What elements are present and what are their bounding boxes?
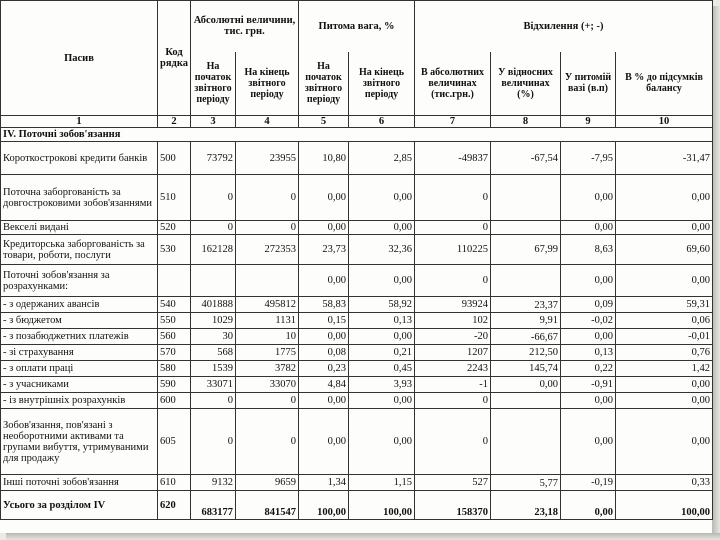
header-dev-relative: У відносних величинах (%) xyxy=(491,52,561,116)
cell-abs-start: 0 xyxy=(191,409,236,475)
cell-abs-end xyxy=(236,265,299,297)
cell-dev-share: 0,00 xyxy=(561,265,616,297)
cell-share-start: 0,00 xyxy=(299,175,349,221)
cell-abs-end: 33070 xyxy=(236,377,299,393)
cell-dev-absolute: 527 xyxy=(415,475,491,491)
table-row xyxy=(1,393,713,409)
cell-dev-absolute: 0 xyxy=(415,175,491,221)
row-code: 590 xyxy=(158,377,191,393)
row-code: 510 xyxy=(158,175,191,221)
cell-dev-relative: 212,50 xyxy=(491,345,561,361)
cell-share-end: 58,92 xyxy=(349,297,415,313)
row-code: 550 xyxy=(158,313,191,329)
row-code: 570 xyxy=(158,345,191,361)
table-row xyxy=(1,142,713,175)
cell-share-start: 0,00 xyxy=(299,393,349,409)
cell-dev-balance: 0,00 xyxy=(616,409,713,475)
page-shadow-bottom xyxy=(6,533,720,540)
cell-abs-end: 23955 xyxy=(236,142,299,175)
cell-dev-absolute: 110225 xyxy=(415,235,491,265)
cell-dev-relative: -66,67 xyxy=(491,329,561,345)
cell-share-start: 0,00 xyxy=(299,265,349,297)
section-row xyxy=(1,128,713,142)
cell-dev-balance: 0,00 xyxy=(616,265,713,297)
row-code: 530 xyxy=(158,235,191,265)
cell-share-start: 100,00 xyxy=(299,491,349,520)
row-code: 500 xyxy=(158,142,191,175)
cell-dev-relative: 5,77 xyxy=(491,475,561,491)
cell-share-start: 0,15 xyxy=(299,313,349,329)
cell-share-end: 100,00 xyxy=(349,491,415,520)
cell-dev-balance: 59,31 xyxy=(616,297,713,313)
cell-abs-end: 0 xyxy=(236,221,299,235)
cell-dev-share: 0,00 xyxy=(561,491,616,520)
row-code xyxy=(158,265,191,297)
cell-share-end: 0,00 xyxy=(349,265,415,297)
cell-abs-end: 0 xyxy=(236,175,299,221)
cell-dev-absolute: 0 xyxy=(415,221,491,235)
row-name: - зі страхування xyxy=(1,345,158,361)
column-number: 2 xyxy=(158,116,191,128)
row-name: Зобов'язання, пов'язані з необоротними активами та групами вибуття, утримуваними для продажу xyxy=(1,409,158,475)
header-share-start: На початок звітного періоду xyxy=(299,52,349,116)
cell-share-end: 2,85 xyxy=(349,142,415,175)
row-code: 540 xyxy=(158,297,191,313)
cell-dev-relative: 67,99 xyxy=(491,235,561,265)
cell-dev-relative: -67,54 xyxy=(491,142,561,175)
cell-abs-end: 10 xyxy=(236,329,299,345)
row-name: Інші поточні зобов'язання xyxy=(1,475,158,491)
column-number: 1 xyxy=(1,116,158,128)
total-label: Усього за розділом IV xyxy=(1,491,158,520)
cell-share-end: 0,21 xyxy=(349,345,415,361)
cell-dev-share: -0,91 xyxy=(561,377,616,393)
cell-dev-relative xyxy=(491,265,561,297)
row-code: 605 xyxy=(158,409,191,475)
cell-abs-start xyxy=(191,265,236,297)
table-row xyxy=(1,409,713,475)
column-number: 5 xyxy=(299,116,349,128)
row-code: 610 xyxy=(158,475,191,491)
cell-dev-relative: 23,18 xyxy=(491,491,561,520)
cell-abs-end: 9659 xyxy=(236,475,299,491)
cell-abs-start: 401888 xyxy=(191,297,236,313)
cell-dev-absolute: -20 xyxy=(415,329,491,345)
cell-dev-absolute: 0 xyxy=(415,393,491,409)
cell-share-start: 0,00 xyxy=(299,329,349,345)
cell-dev-balance: 0,06 xyxy=(616,313,713,329)
header-share: Питома вага, % xyxy=(299,1,415,52)
row-name: - з позабюджетних платежів xyxy=(1,329,158,345)
cell-abs-start: 683177 xyxy=(191,491,236,520)
row-code: 560 xyxy=(158,329,191,345)
cell-dev-balance: 100,00 xyxy=(616,491,713,520)
row-name: - з учасниками xyxy=(1,377,158,393)
cell-abs-start: 0 xyxy=(191,393,236,409)
cell-share-start: 0,23 xyxy=(299,361,349,377)
cell-dev-balance: 0,76 xyxy=(616,345,713,361)
cell-dev-relative xyxy=(491,409,561,475)
row-code: 580 xyxy=(158,361,191,377)
cell-abs-start: 30 xyxy=(191,329,236,345)
cell-share-end: 0,00 xyxy=(349,175,415,221)
cell-dev-relative: 9,91 xyxy=(491,313,561,329)
cell-dev-balance: 0,00 xyxy=(616,377,713,393)
row-name: - з бюджетом xyxy=(1,313,158,329)
cell-abs-start: 0 xyxy=(191,175,236,221)
table-row xyxy=(1,221,713,235)
cell-abs-end: 3782 xyxy=(236,361,299,377)
cell-dev-balance: 0,33 xyxy=(616,475,713,491)
cell-dev-balance: 0,00 xyxy=(616,175,713,221)
cell-abs-start: 568 xyxy=(191,345,236,361)
header-share-end: На кінець звітного періоду xyxy=(349,52,415,116)
cell-abs-start: 73792 xyxy=(191,142,236,175)
cell-dev-share: 0,00 xyxy=(561,329,616,345)
cell-share-start: 23,73 xyxy=(299,235,349,265)
table-row xyxy=(1,345,713,361)
cell-dev-share: 0,09 xyxy=(561,297,616,313)
cell-share-start: 10,80 xyxy=(299,142,349,175)
header-absolute-values: Абсолютні величини, тис. грн. xyxy=(191,1,299,52)
cell-dev-absolute: -1 xyxy=(415,377,491,393)
cell-share-end: 0,00 xyxy=(349,393,415,409)
header-row-code: Код рядка xyxy=(158,1,191,116)
cell-share-end: 32,36 xyxy=(349,235,415,265)
cell-abs-end: 1131 xyxy=(236,313,299,329)
cell-share-end: 1,15 xyxy=(349,475,415,491)
cell-share-end: 0,00 xyxy=(349,221,415,235)
cell-share-end: 0,00 xyxy=(349,329,415,345)
row-name: Поточні зобов'язання за розрахунками: xyxy=(1,265,158,297)
cell-dev-relative: 0,00 xyxy=(491,377,561,393)
cell-abs-start: 0 xyxy=(191,221,236,235)
cell-dev-share: -0,02 xyxy=(561,313,616,329)
header-deviation: Відхилення (+; -) xyxy=(415,1,713,52)
cell-share-start: 58,83 xyxy=(299,297,349,313)
row-name: Поточна заборгованість за довгостроковими зобов'язаннями xyxy=(1,175,158,221)
cell-abs-start: 1539 xyxy=(191,361,236,377)
cell-dev-balance: 1,42 xyxy=(616,361,713,377)
table-row xyxy=(1,235,713,265)
column-number: 10 xyxy=(616,116,713,128)
header-dev-balance: В % до підсумків балансу xyxy=(616,52,713,116)
row-name: - з одержаних авансів xyxy=(1,297,158,313)
cell-dev-absolute: 93924 xyxy=(415,297,491,313)
row-name: - з оплати праці xyxy=(1,361,158,377)
cell-dev-absolute: -49837 xyxy=(415,142,491,175)
total-row xyxy=(1,491,713,520)
cell-share-end: 0,00 xyxy=(349,409,415,475)
cell-dev-share: 0,00 xyxy=(561,393,616,409)
cell-dev-balance: 0,00 xyxy=(616,221,713,235)
column-number: 3 xyxy=(191,116,236,128)
cell-abs-end: 1775 xyxy=(236,345,299,361)
table-row xyxy=(1,361,713,377)
header-abs-start: На початок звітного періоду xyxy=(191,52,236,116)
cell-abs-start: 33071 xyxy=(191,377,236,393)
cell-dev-balance: -31,47 xyxy=(616,142,713,175)
row-code: 520 xyxy=(158,221,191,235)
cell-abs-end: 272353 xyxy=(236,235,299,265)
column-number: 6 xyxy=(349,116,415,128)
cell-dev-relative xyxy=(491,175,561,221)
table-row xyxy=(1,329,713,345)
cell-dev-relative xyxy=(491,221,561,235)
header-passive: Пасив xyxy=(1,1,158,116)
column-number: 7 xyxy=(415,116,491,128)
cell-abs-start: 1029 xyxy=(191,313,236,329)
table-row xyxy=(1,265,713,297)
column-number: 4 xyxy=(236,116,299,128)
cell-dev-balance: 0,00 xyxy=(616,393,713,409)
cell-dev-share: 0,13 xyxy=(561,345,616,361)
row-name: Векселі видані xyxy=(1,221,158,235)
header-dev-share: У питомій вазі (в.п) xyxy=(561,52,616,116)
row-code: 620 xyxy=(158,491,191,520)
cell-share-end: 3,93 xyxy=(349,377,415,393)
column-number-row xyxy=(1,116,713,128)
column-number: 9 xyxy=(561,116,616,128)
cell-abs-start: 162128 xyxy=(191,235,236,265)
column-number: 8 xyxy=(491,116,561,128)
cell-share-start: 0,00 xyxy=(299,221,349,235)
cell-dev-share: 0,00 xyxy=(561,175,616,221)
table-row xyxy=(1,377,713,393)
section-title: IV. Поточні зобов'язання xyxy=(1,128,713,142)
cell-abs-end: 841547 xyxy=(236,491,299,520)
cell-dev-absolute: 2243 xyxy=(415,361,491,377)
cell-share-end: 0,45 xyxy=(349,361,415,377)
cell-dev-absolute: 0 xyxy=(415,265,491,297)
table-row xyxy=(1,313,713,329)
cell-dev-balance: 69,60 xyxy=(616,235,713,265)
cell-abs-end: 0 xyxy=(236,409,299,475)
cell-dev-share: 0,00 xyxy=(561,221,616,235)
cell-share-start: 0,08 xyxy=(299,345,349,361)
page-shadow-right xyxy=(712,6,720,540)
row-code: 600 xyxy=(158,393,191,409)
cell-dev-share: 0,22 xyxy=(561,361,616,377)
cell-dev-share: 0,00 xyxy=(561,409,616,475)
table-row xyxy=(1,475,713,491)
cell-dev-share: 8,63 xyxy=(561,235,616,265)
row-name: - із внутрішніх розрахунків xyxy=(1,393,158,409)
cell-dev-absolute: 0 xyxy=(415,409,491,475)
cell-share-end: 0,13 xyxy=(349,313,415,329)
cell-abs-end: 0 xyxy=(236,393,299,409)
cell-dev-relative: 23,37 xyxy=(491,297,561,313)
cell-dev-relative: 145,74 xyxy=(491,361,561,377)
header-dev-absolute: В абсолютних величинах (тис.грн.) xyxy=(415,52,491,116)
cell-dev-relative xyxy=(491,393,561,409)
header-abs-end: На кінець звітного періоду xyxy=(236,52,299,116)
cell-dev-share: -0,19 xyxy=(561,475,616,491)
table-row xyxy=(1,297,713,313)
row-name: Кредиторська заборгованість за товари, роботи, послуги xyxy=(1,235,158,265)
cell-dev-balance: -0,01 xyxy=(616,329,713,345)
cell-dev-absolute: 1207 xyxy=(415,345,491,361)
cell-dev-share: -7,95 xyxy=(561,142,616,175)
cell-share-start: 0,00 xyxy=(299,409,349,475)
cell-abs-end: 495812 xyxy=(236,297,299,313)
row-name: Короткострокові кредити банків xyxy=(1,142,158,175)
cell-share-start: 4,84 xyxy=(299,377,349,393)
cell-share-start: 1,34 xyxy=(299,475,349,491)
cell-dev-absolute: 158370 xyxy=(415,491,491,520)
table-row xyxy=(1,175,713,221)
cell-abs-start: 9132 xyxy=(191,475,236,491)
cell-dev-absolute: 102 xyxy=(415,313,491,329)
